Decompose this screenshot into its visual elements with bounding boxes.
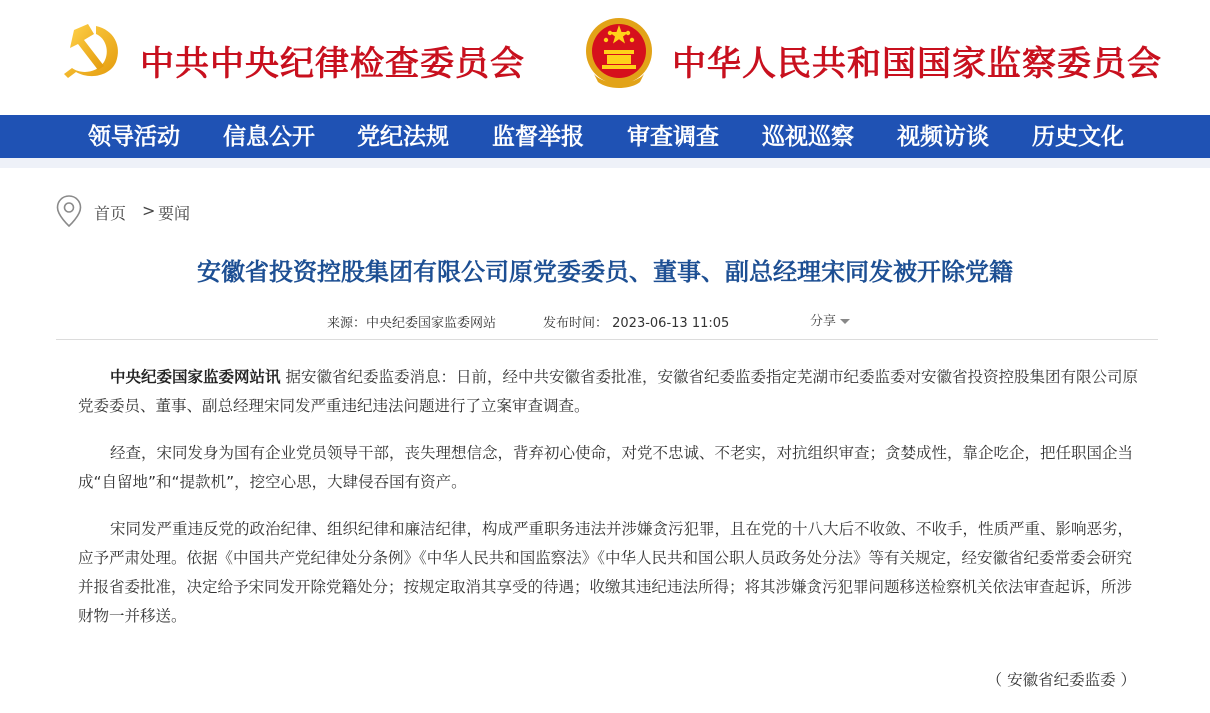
location-pin-icon: [56, 195, 82, 227]
breadcrumb-current-link[interactable]: 要闻: [158, 204, 191, 223]
header-title-ccdi: 中共中央纪律检查委员会: [140, 44, 525, 84]
share-label: 分享: [810, 314, 837, 329]
national-emblem-icon: [584, 16, 654, 90]
main-nav: [0, 115, 1210, 168]
nav-item-leadership[interactable]: 领导活动: [88, 123, 180, 150]
share-button[interactable]: [810, 310, 850, 329]
article-paragraph: 经查，宋同发身为国有企业党员领导干部，丧失理想信念，背弃初心使命，对党不忠诚、不老实，对抗组织审查；贪婪成性，靠企吃企，把任职国企当成“自留地”和“提款机”，挖空心思，大肆侵吞国有资产。: [78, 444, 1134, 491]
caret-down-icon: [840, 319, 850, 324]
article-title: 安徽省投资控股集团有限公司原党委委员、董事、副总经理宋同发被开除党籍: [197, 258, 1013, 286]
header-divider: [56, 339, 1158, 340]
site-header: [0, 0, 1210, 115]
nav-item-video[interactable]: 视频访谈: [897, 123, 989, 150]
party-emblem-icon: [60, 20, 126, 82]
breadcrumb-separator: >: [142, 201, 156, 220]
article-paragraph: 宋同发严重违反党的政治纪律、组织纪律和廉洁纪律，构成严重职务违法并涉嫌贪污犯罪，且在党的十八大后不收敛、不收手，性质严重、影响恶劣，应予严肃处理。依据《中国共产党纪律处分条例》《中华人民共和国监察法》《中华人民共和国公职人员政务处分法》等有关规定，经安徽省纪委常委会研究并报省委批准，决定给予宋同发开除党籍处分；按规定取消其享受的待遇；收缴其违纪违法所得；将其涉嫌贪污犯罪问题移送检察机关依法审查起诉，所涉财物一并移送。: [78, 520, 1134, 625]
nav-item-history[interactable]: 历史文化: [1032, 123, 1124, 150]
nav-item-investigation[interactable]: 审查调查: [627, 123, 719, 150]
article-body: [78, 363, 1138, 649]
breadcrumb-home-link[interactable]: 首页: [94, 204, 127, 223]
paragraph-1-text: 据安徽省纪委监委消息：日前，经中共安徽省委批准，安徽省纪委监委指定芜湖市纪委监委对安徽省投资控股集团有限公司原党委委员、董事、副总经理宋同发严重违纪违法问题进行了立案审查调查。: [78, 368, 1138, 415]
nav-item-report[interactable]: 监督举报: [492, 123, 584, 150]
lead-source: 中央纪委国家监委网站讯: [110, 368, 281, 386]
article-paragraph: [78, 363, 1138, 421]
nav-item-info-disclosure[interactable]: 信息公开: [223, 123, 315, 150]
nav-item-party-regulations[interactable]: 党纪法规: [357, 123, 449, 150]
article-signoff: （ 安徽省纪委监委 ）: [986, 671, 1136, 689]
article-source: 来源：中央纪委国家监委网站: [327, 316, 497, 331]
article-publish-time: 发布时间： 2023-06-13 11:05: [543, 316, 730, 331]
nav-item-inspection[interactable]: 巡视巡察: [762, 123, 854, 150]
header-title-nsc: 中华人民共和国国家监察委员会: [672, 44, 1162, 84]
